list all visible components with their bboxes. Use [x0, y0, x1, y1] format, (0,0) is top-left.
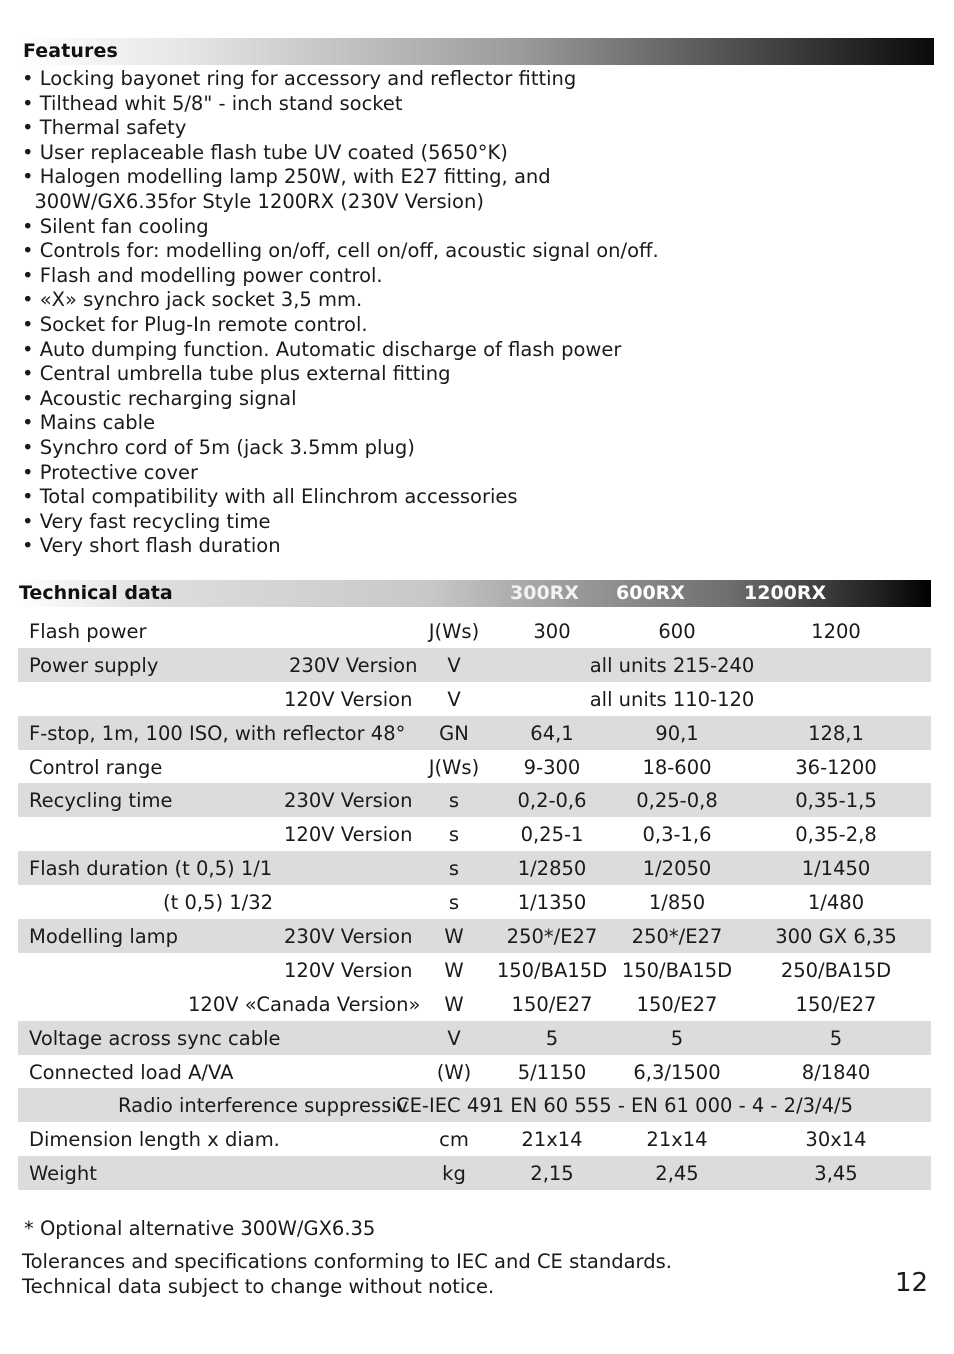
table-row [18, 1156, 931, 1190]
table-row [18, 750, 931, 784]
table-row [18, 953, 931, 987]
page-number: 12 [895, 1268, 929, 1298]
value-all-units: all units 110-120 [589, 687, 755, 711]
value-600rx: 21x14 [646, 1128, 708, 1152]
table-row [18, 648, 931, 682]
model-header-1200rx: 1200RX [744, 582, 827, 604]
value-300rx: 0,25-1 [520, 823, 584, 847]
table-row [18, 716, 931, 750]
value-600rx: 0,3-1,6 [642, 823, 712, 847]
row-unit: cm [439, 1128, 469, 1152]
row-label: Voltage across sync cable [29, 1026, 281, 1050]
technical-data-title: Technical data [19, 582, 173, 604]
value-300rx: 0,2-0,6 [517, 789, 587, 813]
value-300rx: 250*/E27 [506, 925, 598, 949]
table-row [18, 1088, 931, 1122]
model-header-300rx: 300RX [510, 582, 579, 604]
table-row [18, 885, 931, 919]
row-sublabel: 230V Version [284, 925, 413, 949]
table-row [18, 1055, 931, 1089]
feature-item: • Mains cable [22, 411, 156, 435]
feature-item: • Flash and modelling power control. [22, 263, 383, 287]
row-sublabel: 230V Version [289, 653, 418, 677]
value-1200rx: 1/1450 [801, 857, 871, 881]
feature-item: • User replaceable flash tube UV coated (5650°K) [22, 140, 508, 164]
value-1200rx: 5 [829, 1026, 843, 1050]
row-unit: V [447, 687, 461, 711]
table-row [18, 783, 931, 817]
features-list [22, 67, 922, 559]
row-unit: W [444, 958, 464, 982]
value-300rx: 300 [533, 620, 571, 643]
value-600rx: 150/BA15D [621, 958, 733, 982]
table-row [18, 614, 931, 648]
tolerances-line: Technical data subject to change without notice. [22, 1274, 495, 1298]
feature-item: • Total compatibility with all Elinchrom accessories [22, 485, 518, 509]
value-1200rx: 8/1840 [801, 1060, 871, 1084]
value-300rx: 1/2850 [517, 857, 587, 881]
value-300rx: 5/1150 [517, 1060, 587, 1084]
row-unit: GN [439, 721, 469, 745]
row-label: Flash duration (t 0,5) 1/1 [29, 857, 273, 881]
feature-item: • Socket for Plug-In remote control. [22, 312, 368, 336]
row-label: Modelling lamp [29, 925, 179, 949]
value-300rx: 5 [545, 1026, 559, 1050]
value-1200rx: 30x14 [805, 1128, 867, 1152]
row-label: (t 0,5) 1/32 [163, 891, 274, 915]
value-1200rx: 250/BA15D [780, 958, 892, 982]
value-600rx: 2,45 [655, 1162, 699, 1186]
value-300rx: 64,1 [530, 721, 574, 745]
row-unit: s [448, 891, 460, 915]
feature-item: • «X» synchro jack socket 3,5 mm. [22, 288, 363, 312]
feature-item: 300W/GX6.35for Style 1200RX (230V Version) [22, 189, 484, 213]
features-title: Features [23, 40, 118, 62]
value-300rx: 9-300 [523, 755, 581, 779]
value-1200rx: 128,1 [808, 721, 864, 745]
table-row [18, 851, 931, 885]
value-600rx: 90,1 [655, 721, 699, 745]
technical-data-table [18, 614, 931, 1190]
table-row [18, 1122, 931, 1156]
feature-item: • Tilthead whit 5/8" - inch stand socket [22, 91, 403, 115]
feature-item: • Locking bayonet ring for accessory and reflector fitting [22, 67, 577, 90]
row-unit: W [444, 925, 464, 949]
row-sublabel: 120V Version [284, 823, 413, 847]
value-300rx: 21x14 [521, 1128, 583, 1152]
value-300rx: 150/BA15D [496, 958, 608, 982]
value-1200rx: 1200 [811, 620, 861, 643]
value-300rx: 1/1350 [517, 891, 587, 915]
feature-item: • Synchro cord of 5m (jack 3.5mm plug) [22, 435, 415, 459]
table-row [18, 682, 931, 716]
value-600rx: 250*/E27 [631, 925, 723, 949]
row-unit: s [448, 857, 460, 881]
row-label: Control range [29, 755, 163, 779]
row-label: Connected load A/VA [29, 1060, 234, 1084]
value-600rx: 6,3/1500 [633, 1060, 721, 1084]
row-label: 120V «Canada Version» [188, 992, 421, 1016]
feature-item: • Very fast recycling time [22, 509, 271, 533]
feature-item: • Silent fan cooling [22, 214, 209, 238]
value-600rx: 1/850 [648, 891, 706, 915]
technical-data-header-bar [18, 580, 931, 607]
value-300rx: 2,15 [530, 1162, 574, 1186]
value-1200rx: 36-1200 [795, 755, 877, 779]
value-1200rx: 0,35-2,8 [795, 823, 877, 847]
row-unit: kg [442, 1162, 466, 1186]
table-row [18, 919, 931, 953]
value-300rx: 150/E27 [511, 992, 593, 1016]
feature-item: • Acoustic recharging signal [22, 386, 297, 410]
feature-item: • Very short flash duration [22, 534, 281, 558]
value-1200rx: 1/480 [807, 891, 865, 915]
value-600rx: 5 [670, 1026, 684, 1050]
table-row [18, 817, 931, 851]
value-1200rx: 150/E27 [795, 992, 877, 1016]
row-unit: (W) [436, 1060, 472, 1084]
feature-item: • Central umbrella tube plus external fitting [22, 362, 451, 386]
row-unit: W [444, 992, 464, 1016]
table-row [18, 987, 931, 1021]
row-sublabel: 230V Version [284, 789, 413, 813]
row-unit: V [447, 1026, 461, 1050]
feature-item: • Protective cover [22, 460, 199, 484]
value-1200rx: 300 GX 6,35 [775, 925, 897, 949]
tolerances-note [22, 1250, 672, 1299]
row-label: Flash power [29, 620, 147, 643]
row-label: Dimension length x diam. [29, 1128, 280, 1152]
row-unit: V [447, 653, 461, 677]
model-header-600rx: 600RX [616, 582, 685, 604]
row-unit: s [448, 789, 460, 813]
row-label: Radio interference suppressiv [118, 1094, 409, 1118]
feature-item: • Auto dumping function. Automatic discharge of flash power [22, 337, 622, 361]
value-1200rx: 3,45 [814, 1162, 858, 1186]
row-unit: J(Ws) [428, 620, 480, 643]
value-600rx: 150/E27 [636, 992, 718, 1016]
row-label: Weight [29, 1162, 97, 1186]
features-header-bar [20, 38, 934, 65]
value-600rx: 600 [658, 620, 696, 643]
row-unit: J(Ws) [428, 755, 480, 779]
feature-item: • Thermal safety [22, 116, 187, 140]
feature-item: • Controls for: modelling on/off, cell on/off, acoustic signal on/off. [22, 239, 659, 263]
value-standards: CE-IEC 491 EN 60 555 - EN 61 000 - 4 - 2/3/4/5 [396, 1094, 853, 1118]
footnote: * Optional alternative 300W/GX6.35 [24, 1217, 376, 1240]
tolerances-line: Tolerances and specifications conforming to IEC and CE standards. [22, 1250, 672, 1273]
row-label: Power supply [29, 653, 159, 677]
feature-item: • Halogen modelling lamp 250W, with E27 fitting, and [22, 165, 551, 189]
row-label: Recycling time [29, 789, 173, 813]
value-600rx: 0,25-0,8 [636, 789, 718, 813]
row-sublabel: 120V Version [284, 687, 413, 711]
row-sublabel: 120V Version [284, 958, 413, 982]
table-row [18, 1021, 931, 1055]
row-unit: s [448, 823, 460, 847]
value-600rx: 1/2050 [642, 857, 712, 881]
value-600rx: 18-600 [642, 755, 712, 779]
value-all-units: all units 215-240 [589, 653, 755, 677]
value-1200rx: 0,35-1,5 [795, 789, 877, 813]
row-label: F-stop, 1m, 100 ISO, with reflector 48° [29, 721, 406, 745]
